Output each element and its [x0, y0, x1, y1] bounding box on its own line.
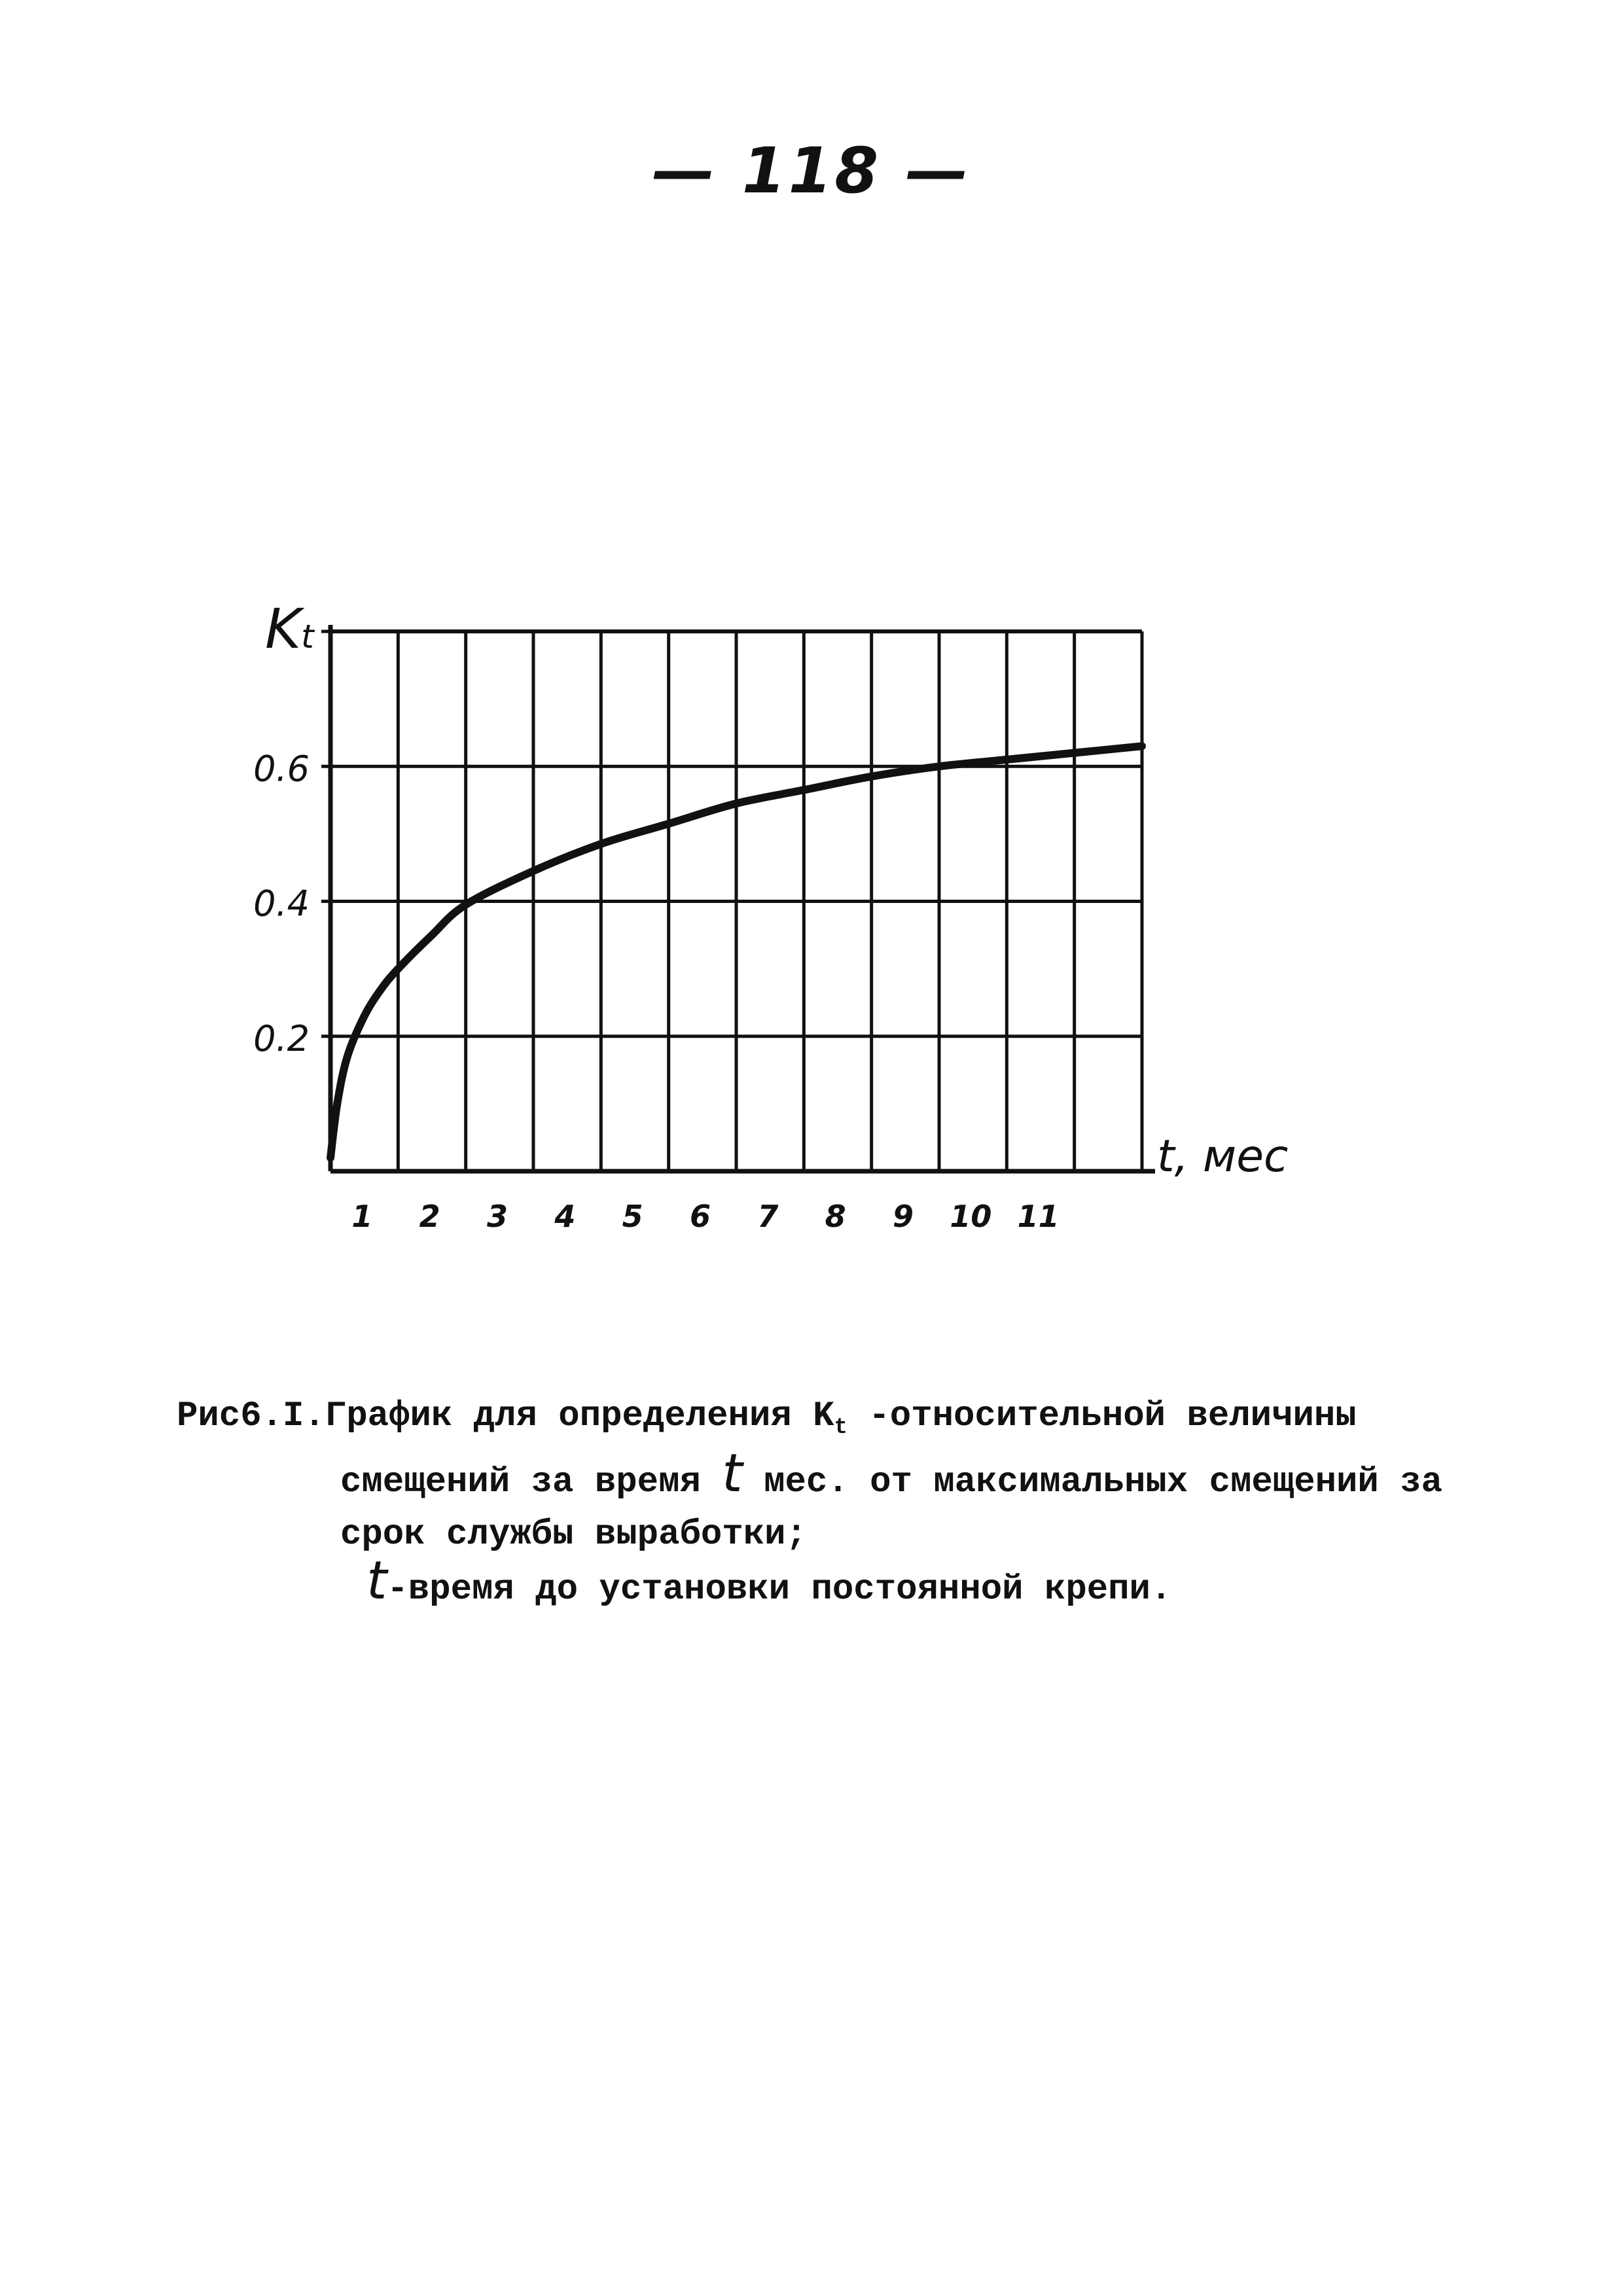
figure-caption	[177, 1390, 1486, 1616]
caption-line1-text: График для определения K	[325, 1396, 834, 1436]
caption-line2-t: t	[722, 1442, 743, 1504]
x-tick-label: 3	[486, 1199, 508, 1234]
x-tick-label: 1	[351, 1199, 373, 1234]
x-tick-label: 11	[1017, 1199, 1060, 1234]
caption-line2-end: мес. от максимальных смещений за	[742, 1462, 1443, 1502]
chart-axes	[321, 625, 1155, 1171]
y-tick-label: 0.6	[253, 748, 310, 790]
caption-line-2	[177, 1442, 1486, 1509]
x-tick-label: 10	[950, 1199, 992, 1234]
x-tick-label: 2	[419, 1199, 440, 1234]
y-axis-label	[265, 597, 315, 661]
y-tick-label: 0.2	[253, 1017, 310, 1059]
x-tick-label: 4	[554, 1199, 576, 1234]
x-tick-label: 9	[892, 1199, 914, 1234]
caption-line1-sub: t	[834, 1415, 847, 1440]
x-tick-label: 5	[622, 1199, 643, 1234]
caption-line4-end: -время до установки постоянной крепи.	[387, 1569, 1172, 1610]
x-axis-label: t, мес	[1157, 1131, 1289, 1182]
x-tick-label: 7	[757, 1199, 779, 1234]
caption-line3: срок службы выработки;	[340, 1514, 807, 1555]
caption-line1-end: -относительной величины	[847, 1396, 1357, 1436]
caption-line-4	[177, 1549, 1486, 1616]
y-axis-label-sub: t	[301, 618, 314, 656]
y-tick-label: 0.4	[253, 883, 310, 925]
caption-line-1	[177, 1390, 1486, 1454]
caption-line2-start: смещений за время	[340, 1462, 722, 1502]
chart-grid	[330, 631, 1142, 1171]
caption-line4-t: t	[366, 1549, 387, 1611]
caption-prefix: Рис6.I.	[177, 1396, 325, 1436]
x-tick-label: 6	[689, 1199, 711, 1234]
page-number: — 118 —	[652, 134, 971, 207]
x-tick-label: 8	[825, 1199, 846, 1234]
y-axis-label-main: K	[265, 597, 302, 661]
